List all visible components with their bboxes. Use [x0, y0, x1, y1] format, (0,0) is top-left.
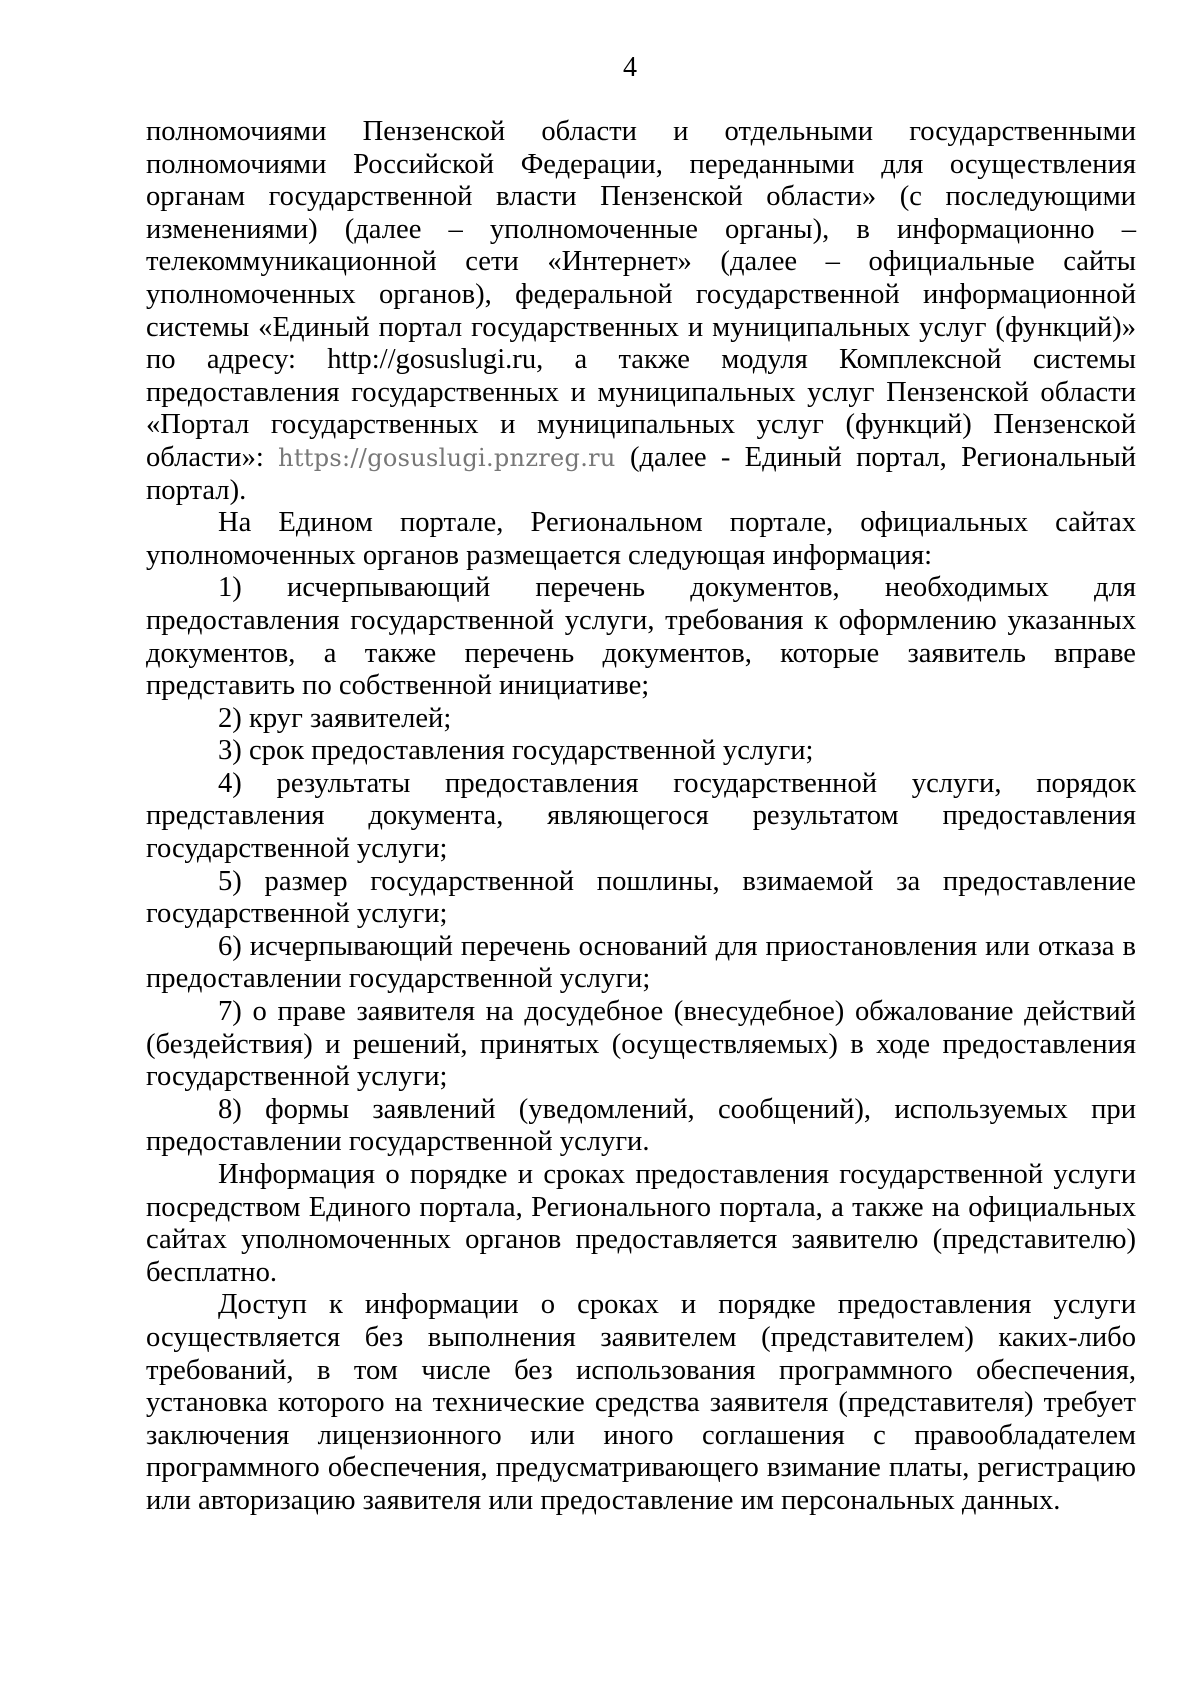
- list-item-6: 6) исчерпывающий перечень оснований для приостановления или отказа в предоставлении государственной услуги;: [146, 930, 1136, 995]
- list-item-2: 2) круг заявителей;: [218, 702, 452, 734]
- list-item-8: 8) формы заявлений (уведомлений, сообщений), используемых при предоставлении государственной услуги.: [146, 1093, 1136, 1158]
- document-body: [146, 116, 1136, 1518]
- paragraph-free-info: Информация о порядке и сроках предоставления государственной услуги посредством Единого портала, Регионального портала, а также на официальных сайтах уполномоченных органов предоставляется заявителю (представителю) бесплатно.: [146, 1159, 1136, 1288]
- paragraph-text: полномочиями Пензенской области и отдельными государственными полномочиями Российской Федерации, переданными для осуществления органам государственной власти Пензенской области» (с последующими изменениями) (далее – уполномоченные органы), в информационно – телекоммуникационной сети «Интернет» (далее – официальные сайты уполномоченных органов), федеральной государственной информационной системы «Единый портал государственных и муниципальных услуг (функций)» по адресу: http://gosuslugi.ru, а также модуля Комплексной системы предоставления государственных и муниципальных услуг Пензенской области «Портал государственных и муниципальных услуг (функций) Пензенской области»:: [146, 116, 1136, 473]
- paragraph-info-intro: На Едином портале, Региональном портале, официальных сайтах уполномоченных органов размещается следующая информация:: [146, 507, 1136, 571]
- paragraph-text: (далее - Единый портал, Региональный портал).: [146, 441, 1136, 506]
- list-item-5: 5) размер государственной пошлины, взимаемой за предоставление государственной услуги;: [146, 865, 1136, 930]
- list-item-1: 1) исчерпывающий перечень документов, необходимых для предоставления государственной услуги, требования к оформлению указанных документов, а также перечень документов, которые заявитель вправе представить по собственной инициативе;: [146, 572, 1136, 702]
- regional-portal-link[interactable]: https://gosuslugi.pnzreg.ru: [278, 443, 616, 472]
- list-item-3: 3) срок предоставления государственной услуги;: [218, 735, 814, 767]
- page-number: 4: [623, 52, 637, 83]
- list-item-4: 4) результаты предоставления государственной услуги, порядок представления документа, являющегося результатом предоставления государственной услуги;: [146, 767, 1136, 865]
- paragraph-continuation: [146, 116, 1136, 507]
- paragraph-access: Доступ к информации о сроках и порядке предоставления услуги осуществляется без выполнения заявителем (представителем) каких-либо требований, в том числе без использования программного обеспечения, установка которого на технические средства заявителя (представителя) требует заключения лицензионного или иного соглашения с правообладателем программного обеспечения, предусматривающего взимание платы, регистрацию или авторизацию заявителя или предоставление им персональных данных.: [146, 1289, 1136, 1516]
- list-item-7: 7) о праве заявителя на досудебное (внесудебное) обжалование действий (бездействия) и решений, принятых (осуществляемых) в ходе предоставления государственной услуги;: [146, 996, 1136, 1093]
